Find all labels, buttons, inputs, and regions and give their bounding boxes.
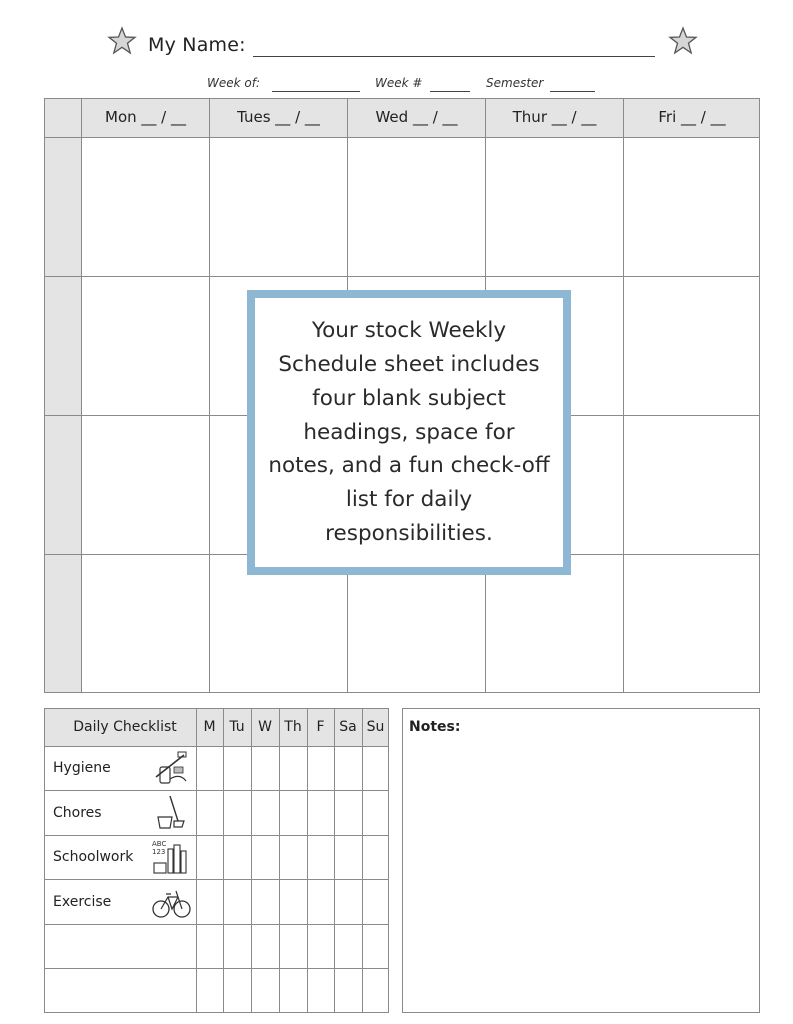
daily-checklist	[44, 708, 389, 1013]
day-header-fri: Fri __ / __	[658, 108, 726, 126]
svg-text:123: 123	[152, 848, 166, 856]
day-header-tue: Tues __ / __	[237, 108, 320, 126]
week-of-line[interactable]	[272, 91, 360, 92]
notes-label: Notes:	[409, 719, 461, 735]
checklist-day-w: W	[258, 719, 272, 735]
star-icon	[668, 26, 698, 56]
svg-text:ABC: ABC	[152, 840, 167, 848]
checklist-title: Daily Checklist	[73, 719, 177, 735]
checklist-row-chores: Chores	[53, 805, 102, 821]
checklist-day-su: Su	[366, 719, 385, 735]
books-icon	[150, 837, 192, 875]
semester-label: Semester	[486, 76, 544, 90]
checklist-day-m: M	[203, 719, 216, 735]
checklist-row-schoolwork: Schoolwork	[53, 849, 134, 865]
checklist-day-tu: Tu	[229, 719, 245, 735]
notes-box[interactable]	[402, 708, 760, 1013]
checklist-day-f: F	[316, 719, 325, 735]
star-icon	[107, 26, 137, 56]
checklist-day-th: Th	[284, 719, 302, 735]
semester-line[interactable]	[550, 91, 595, 92]
day-header-wed: Wed __ / __	[375, 108, 458, 126]
day-header-mon: Mon __ / __	[105, 108, 186, 126]
toothbrush-icon	[150, 749, 192, 787]
bicycle-icon	[150, 883, 192, 921]
info-callout	[247, 290, 571, 575]
mop-bucket-icon	[150, 793, 192, 831]
week-of-label: Week of:	[207, 76, 261, 90]
checklist-day-sa: Sa	[339, 719, 357, 735]
week-number-label: Week #	[375, 76, 423, 90]
week-number-line[interactable]	[430, 91, 470, 92]
checklist-row-exercise: Exercise	[53, 894, 112, 910]
name-label: My Name:	[148, 34, 246, 56]
day-header-thu: Thur __ / __	[512, 108, 597, 126]
name-input-line[interactable]	[253, 56, 655, 57]
checklist-row-hygiene: Hygiene	[53, 760, 111, 776]
callout-text: Your stock Weekly Schedule sheet includes four blank subject headings, space for notes, and a fun check-off list for daily responsibilities.	[268, 318, 550, 546]
subject-heading-column	[45, 99, 81, 692]
